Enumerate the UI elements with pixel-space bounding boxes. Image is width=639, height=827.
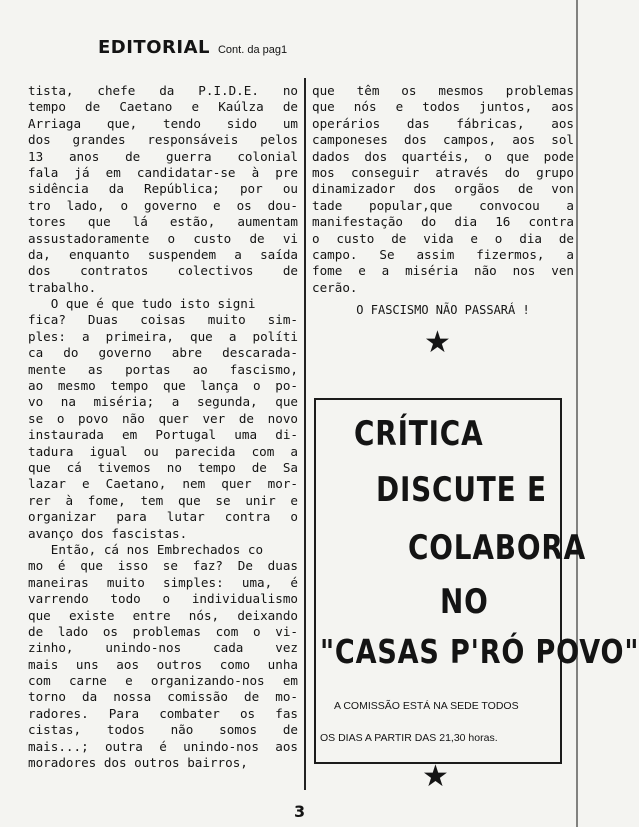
text-line: tadura igual ou parecida com a <box>28 443 298 459</box>
slogan: O FASCISMO NÃO PASSARÁ ! <box>356 303 530 318</box>
text-line: cistas, todos não somos de <box>28 722 298 738</box>
text-line: tro lado, o governo e os dou- <box>28 197 298 213</box>
text-line: vo na miséria; a segunda, que <box>28 394 298 410</box>
text-line: que têm os mesmos problemas <box>312 83 574 98</box>
text-line: com carne e organizando-nos em <box>28 673 298 689</box>
left-text-column <box>28 83 298 771</box>
text-line: tista, chefe da P.I.D.E. no <box>28 83 298 98</box>
text-line: varrendo todo o individualismo <box>28 591 298 607</box>
text-line: trabalho. <box>28 279 97 295</box>
text-line: maneiras muito simples: uma, é <box>28 574 298 590</box>
text-line: se o povo não quer ver de novo <box>28 410 298 426</box>
text-line: operários das fábricas, aos <box>312 115 574 131</box>
text-line: camponeses dos campos, aos sol <box>312 132 574 148</box>
text-line: instaurada em Portugal uma di- <box>28 427 298 443</box>
column-divider <box>304 78 306 790</box>
text-line: Então, cá nos Embrechados co <box>28 541 264 557</box>
text-line: de lado os problemas com o vi- <box>28 623 298 639</box>
text-line: ca do governo abre descarada- <box>28 345 298 361</box>
text-line: que cá tivemos no tempo de Sa <box>28 459 298 475</box>
advertisement-box <box>314 398 639 764</box>
text-line: tempo de Caetano e Kaúlza de <box>28 99 298 115</box>
text-line: tores que lá estão, aumentam <box>28 214 298 230</box>
text-line: fala já em candidatar-se à pre <box>28 164 298 180</box>
text-line: dados dos quartéis, o que pode <box>312 148 574 164</box>
text-line: que nós e todos juntos, aos <box>312 99 574 115</box>
text-line: radores. Para combater os fas <box>28 705 298 721</box>
text-line: da, enquanto suspendem a saída <box>28 246 298 262</box>
text-line: zinho, unindo-nos cada vez <box>28 640 298 656</box>
text-line: ao mesmo tempo que lança o po- <box>28 378 298 394</box>
text-line: o custo de vida e o dia de <box>312 230 574 246</box>
text-line: avanço dos fascistas. <box>28 525 188 541</box>
ad-word-critica: CRÍTICA <box>354 414 484 454</box>
text-line: dos grandes responsáveis pelos <box>28 132 298 148</box>
right-column-lines <box>312 83 574 296</box>
ad-word-colabora: COLABORA <box>408 528 587 568</box>
text-line: mo é que isso se faz? De duas <box>28 558 298 574</box>
text-line: mente as portas ao fascismo, <box>28 361 298 377</box>
page-edge-line <box>576 0 578 827</box>
text-line: cerão. <box>312 279 358 295</box>
ad-word-discute: DISCUTE E <box>376 470 547 510</box>
text-line: rer à fome, tem que se unir e <box>28 492 298 508</box>
text-line: torno da nossa comissão de mo- <box>28 689 298 705</box>
text-line: dinamizador dos orgãos de von <box>312 181 574 197</box>
text-line: dos contratos colectivos de <box>28 263 298 279</box>
text-line: campo. Se assim fizermos, a <box>312 246 574 262</box>
ad-word-casas-pro-povo: "CASAS P'RÓ POVO" <box>320 632 639 671</box>
text-line: assustadoramente o custo de vi <box>28 230 298 246</box>
text-line: fome e a miséria não nos ven <box>312 263 574 279</box>
text-line: fica? Duas coisas muito sim- <box>28 312 298 328</box>
text-line: mais uns aos outros como unha <box>28 656 298 672</box>
text-line: Arriaga que, tendo sido um <box>28 115 298 131</box>
text-line: organizar para lutar contra o <box>28 509 298 525</box>
right-text-column <box>312 83 574 318</box>
page-number: 3 <box>294 802 306 821</box>
editorial-header <box>98 37 287 58</box>
text-line: ples: a primeira, que a políti <box>28 328 298 344</box>
text-line: sidência da República; por ou <box>28 181 298 197</box>
ad-note-line1: A COMISSÃO ESTÁ NA SEDE TODOS <box>334 700 519 712</box>
continuation-note: Cont. da pag1 <box>217 44 288 56</box>
text-line: mos conseguir através do grupo <box>312 164 574 180</box>
text-line: 13 anos de guerra colonial <box>28 148 298 164</box>
text-line: tade popular,que convocou a <box>312 197 574 213</box>
text-line: O que é que tudo isto signi <box>28 296 256 312</box>
ad-word-no: NO <box>440 582 489 622</box>
star-icon: ★ <box>422 759 449 794</box>
text-line: lazar e Caetano, nem quer mor- <box>28 476 298 492</box>
section-title: EDITORIAL <box>98 37 210 58</box>
ad-note-line2: OS DIAS A PARTIR DAS 21,30 horas. <box>320 732 498 744</box>
text-line: moradores dos outros bairros, <box>28 755 248 771</box>
text-line: manifestação do dia 16 contra <box>312 214 574 230</box>
text-line: que existe entre nós, deixando <box>28 607 298 623</box>
text-line: mais...; outra é unindo-nos aos <box>28 738 298 754</box>
star-icon: ★ <box>424 325 451 360</box>
